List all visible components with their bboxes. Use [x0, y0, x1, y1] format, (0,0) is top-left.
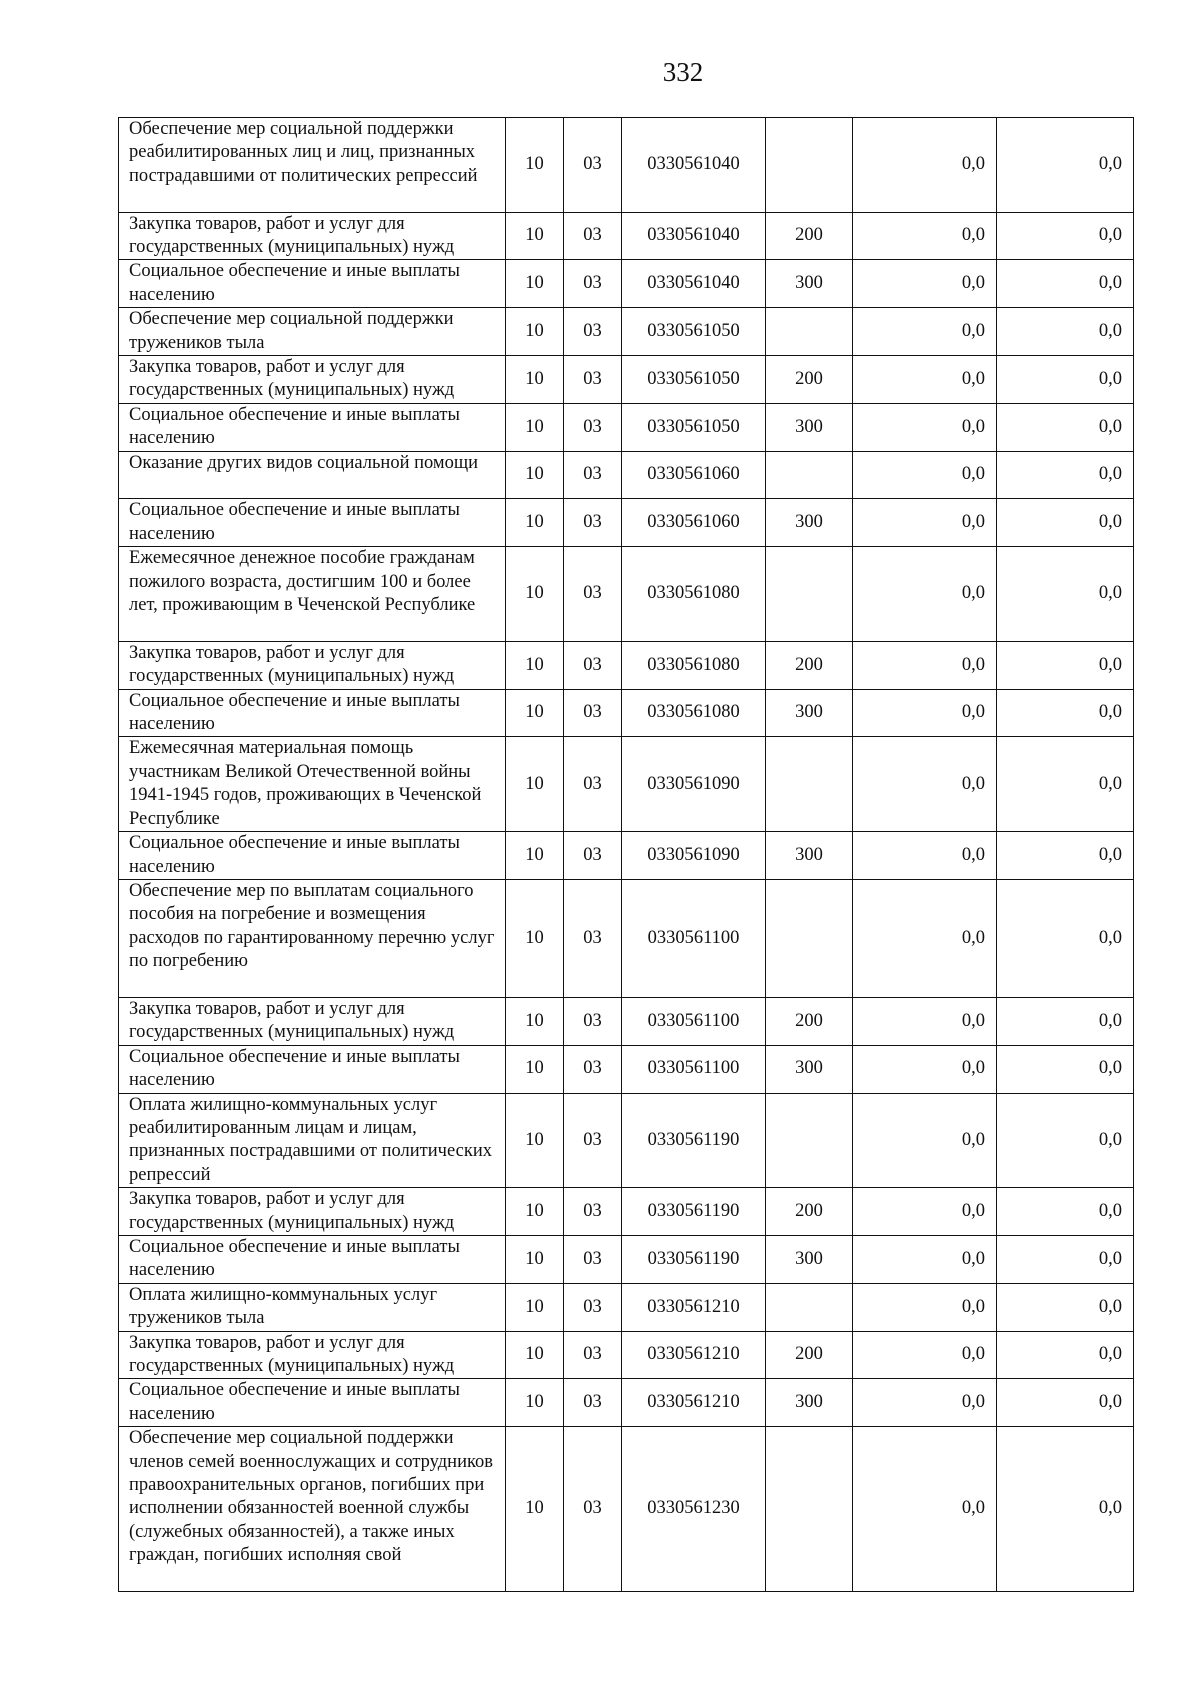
target-article-cell: 0330561040 [622, 212, 766, 260]
section-code-cell: 10 [506, 356, 564, 404]
table-row [119, 308, 1134, 356]
amount-cell: 0,0 [853, 260, 997, 308]
expense-type-cell [766, 1283, 853, 1331]
target-article-cell: 0330561100 [622, 997, 766, 1045]
section-code-cell: 10 [506, 832, 564, 880]
expense-type-cell: 300 [766, 832, 853, 880]
amount-cell: 0,0 [853, 1427, 997, 1592]
expense-type-cell: 200 [766, 1188, 853, 1236]
table-row [119, 737, 1134, 832]
expense-type-cell: 300 [766, 1379, 853, 1427]
section-code-cell: 10 [506, 260, 564, 308]
expense-type-cell: 200 [766, 356, 853, 404]
expense-name-cell: Социальное обеспечение и иные выплаты населению [119, 1045, 506, 1093]
table-row [119, 1427, 1134, 1592]
expense-name-cell: Социальное обеспечение и иные выплаты населению [119, 832, 506, 880]
subsection-code-cell: 03 [564, 260, 622, 308]
table-row [119, 641, 1134, 689]
section-code-cell: 10 [506, 118, 564, 213]
section-code-cell: 10 [506, 1283, 564, 1331]
target-article-cell: 0330561210 [622, 1331, 766, 1379]
expense-name-cell: Закупка товаров, работ и услуг для государственных (муниципальных) нужд [119, 641, 506, 689]
expense-name-cell: Оплата жилищно-коммунальных услуг реабилитированным лицам и лицам, признанных пострадавшими от политических репрессий [119, 1093, 506, 1188]
target-article-cell: 0330561080 [622, 689, 766, 737]
table-row [119, 1331, 1134, 1379]
amount-cell: 0,0 [853, 1379, 997, 1427]
target-article-cell: 0330561060 [622, 451, 766, 499]
amount-cell: 0,0 [853, 1235, 997, 1283]
amount-cell: 0,0 [853, 1283, 997, 1331]
expense-name-cell: Обеспечение мер социальной поддержки тружеников тыла [119, 308, 506, 356]
amount-cell: 0,0 [853, 832, 997, 880]
expense-type-cell: 200 [766, 997, 853, 1045]
expense-name-cell: Закупка товаров, работ и услуг для государственных (муниципальных) нужд [119, 356, 506, 404]
table-row [119, 499, 1134, 547]
section-code-cell: 10 [506, 1093, 564, 1188]
subsection-code-cell: 03 [564, 403, 622, 451]
amount-cell: 0,0 [853, 1093, 997, 1188]
section-code-cell: 10 [506, 737, 564, 832]
amount-cell: 0,0 [997, 1331, 1134, 1379]
section-code-cell: 10 [506, 212, 564, 260]
target-article-cell: 0330561080 [622, 641, 766, 689]
section-code-cell: 10 [506, 879, 564, 997]
expense-type-cell: 300 [766, 689, 853, 737]
amount-cell: 0,0 [997, 1188, 1134, 1236]
expense-type-cell [766, 1093, 853, 1188]
table-body [119, 118, 1134, 1592]
table-row [119, 403, 1134, 451]
expense-name-cell: Социальное обеспечение и иные выплаты населению [119, 689, 506, 737]
subsection-code-cell: 03 [564, 356, 622, 404]
section-code-cell: 10 [506, 1235, 564, 1283]
subsection-code-cell: 03 [564, 451, 622, 499]
section-code-cell: 10 [506, 547, 564, 642]
amount-cell: 0,0 [997, 737, 1134, 832]
subsection-code-cell: 03 [564, 641, 622, 689]
table-row [119, 118, 1134, 213]
table-row [119, 1093, 1134, 1188]
expense-name-cell: Социальное обеспечение и иные выплаты населению [119, 260, 506, 308]
expense-type-cell: 200 [766, 212, 853, 260]
subsection-code-cell: 03 [564, 1188, 622, 1236]
target-article-cell: 0330561090 [622, 737, 766, 832]
subsection-code-cell: 03 [564, 212, 622, 260]
section-code-cell: 10 [506, 997, 564, 1045]
amount-cell: 0,0 [997, 451, 1134, 499]
expense-name-cell: Социальное обеспечение и иные выплаты населению [119, 1235, 506, 1283]
target-article-cell: 0330561100 [622, 1045, 766, 1093]
target-article-cell: 0330561080 [622, 547, 766, 642]
subsection-code-cell: 03 [564, 997, 622, 1045]
table-row [119, 212, 1134, 260]
amount-cell: 0,0 [853, 1331, 997, 1379]
subsection-code-cell: 03 [564, 879, 622, 997]
table-row [119, 1235, 1134, 1283]
amount-cell: 0,0 [997, 641, 1134, 689]
target-article-cell: 0330561230 [622, 1427, 766, 1592]
table-row [119, 356, 1134, 404]
table-row [119, 1045, 1134, 1093]
subsection-code-cell: 03 [564, 308, 622, 356]
subsection-code-cell: 03 [564, 1235, 622, 1283]
amount-cell: 0,0 [853, 118, 997, 213]
amount-cell: 0,0 [853, 641, 997, 689]
amount-cell: 0,0 [853, 451, 997, 499]
table-row [119, 547, 1134, 642]
amount-cell: 0,0 [853, 356, 997, 404]
target-article-cell: 0330561190 [622, 1235, 766, 1283]
amount-cell: 0,0 [853, 879, 997, 997]
page-number: 332 [662, 57, 704, 87]
expense-name-cell: Обеспечение мер социальной поддержки членов семей военнослужащих и сотрудников правоохранительных органов, погибших при исполнении обязанностей военной службы (служебных обязанностей), а также иных граждан, погибших исполняя свой [119, 1427, 506, 1592]
expense-type-cell: 300 [766, 499, 853, 547]
amount-cell: 0,0 [997, 308, 1134, 356]
table-row [119, 451, 1134, 499]
expense-type-cell: 300 [766, 1045, 853, 1093]
expense-type-cell: 200 [766, 641, 853, 689]
amount-cell: 0,0 [853, 737, 997, 832]
expense-name-cell: Закупка товаров, работ и услуг для государственных (муниципальных) нужд [119, 1331, 506, 1379]
expense-name-cell: Социальное обеспечение и иные выплаты населению [119, 499, 506, 547]
expense-name-cell: Закупка товаров, работ и услуг для государственных (муниципальных) нужд [119, 212, 506, 260]
table-row [119, 1379, 1134, 1427]
amount-cell: 0,0 [853, 689, 997, 737]
amount-cell: 0,0 [853, 1045, 997, 1093]
section-code-cell: 10 [506, 1188, 564, 1236]
subsection-code-cell: 03 [564, 832, 622, 880]
expense-name-cell: Оказание других видов социальной помощи [119, 451, 506, 499]
subsection-code-cell: 03 [564, 689, 622, 737]
amount-cell: 0,0 [853, 308, 997, 356]
amount-cell: 0,0 [997, 997, 1134, 1045]
amount-cell: 0,0 [997, 832, 1134, 880]
subsection-code-cell: 03 [564, 1045, 622, 1093]
section-code-cell: 10 [506, 1045, 564, 1093]
target-article-cell: 0330561210 [622, 1283, 766, 1331]
table-row [119, 879, 1134, 997]
expense-type-cell: 300 [766, 260, 853, 308]
expense-type-cell [766, 737, 853, 832]
amount-cell: 0,0 [997, 547, 1134, 642]
amount-cell: 0,0 [997, 1093, 1134, 1188]
expense-type-cell [766, 308, 853, 356]
section-code-cell: 10 [506, 1331, 564, 1379]
budget-table [118, 117, 1134, 1592]
amount-cell: 0,0 [997, 1427, 1134, 1592]
expense-name-cell: Обеспечение мер по выплатам социального пособия на погребение и возмещения расходов по гарантированному перечню услуг по погребению [119, 879, 506, 997]
amount-cell: 0,0 [997, 403, 1134, 451]
expense-name-cell: Ежемесячное денежное пособие гражданам пожилого возраста, достигшим 100 и более лет, проживающим в Чеченской Республике [119, 547, 506, 642]
target-article-cell: 0330561050 [622, 308, 766, 356]
subsection-code-cell: 03 [564, 1331, 622, 1379]
amount-cell: 0,0 [853, 499, 997, 547]
amount-cell: 0,0 [853, 997, 997, 1045]
target-article-cell: 0330561190 [622, 1093, 766, 1188]
subsection-code-cell: 03 [564, 547, 622, 642]
amount-cell: 0,0 [997, 1283, 1134, 1331]
expense-name-cell: Закупка товаров, работ и услуг для государственных (муниципальных) нужд [119, 1188, 506, 1236]
amount-cell: 0,0 [997, 356, 1134, 404]
target-article-cell: 0330561040 [622, 260, 766, 308]
amount-cell: 0,0 [997, 1379, 1134, 1427]
section-code-cell: 10 [506, 689, 564, 737]
section-code-cell: 10 [506, 1379, 564, 1427]
subsection-code-cell: 03 [564, 1283, 622, 1331]
amount-cell: 0,0 [853, 547, 997, 642]
amount-cell: 0,0 [997, 260, 1134, 308]
target-article-cell: 0330561090 [622, 832, 766, 880]
target-article-cell: 0330561100 [622, 879, 766, 997]
section-code-cell: 10 [506, 499, 564, 547]
expense-type-cell: 200 [766, 1331, 853, 1379]
target-article-cell: 0330561040 [622, 118, 766, 213]
target-article-cell: 0330561210 [622, 1379, 766, 1427]
expense-name-cell: Оплата жилищно-коммунальных услуг тружеников тыла [119, 1283, 506, 1331]
table-row [119, 1283, 1134, 1331]
target-article-cell: 0330561190 [622, 1188, 766, 1236]
section-code-cell: 10 [506, 403, 564, 451]
expense-name-cell: Закупка товаров, работ и услуг для государственных (муниципальных) нужд [119, 997, 506, 1045]
amount-cell: 0,0 [997, 212, 1134, 260]
table-row [119, 997, 1134, 1045]
subsection-code-cell: 03 [564, 1379, 622, 1427]
expense-type-cell [766, 118, 853, 213]
amount-cell: 0,0 [997, 499, 1134, 547]
section-code-cell: 10 [506, 308, 564, 356]
amount-cell: 0,0 [997, 118, 1134, 213]
section-code-cell: 10 [506, 451, 564, 499]
expense-name-cell: Социальное обеспечение и иные выплаты населению [119, 1379, 506, 1427]
table-row [119, 1188, 1134, 1236]
subsection-code-cell: 03 [564, 1427, 622, 1592]
subsection-code-cell: 03 [564, 118, 622, 213]
target-article-cell: 0330561060 [622, 499, 766, 547]
expense-name-cell: Ежемесячная материальная помощь участникам Великой Отечественной войны 1941-1945 годов, проживающих в Чеченской Республике [119, 737, 506, 832]
amount-cell: 0,0 [997, 879, 1134, 997]
amount-cell: 0,0 [997, 689, 1134, 737]
table-row [119, 689, 1134, 737]
amount-cell: 0,0 [997, 1045, 1134, 1093]
table-row [119, 832, 1134, 880]
amount-cell: 0,0 [853, 1188, 997, 1236]
subsection-code-cell: 03 [564, 737, 622, 832]
target-article-cell: 0330561050 [622, 403, 766, 451]
expense-type-cell [766, 547, 853, 642]
expense-type-cell: 300 [766, 1235, 853, 1283]
amount-cell: 0,0 [997, 1235, 1134, 1283]
table-row [119, 260, 1134, 308]
subsection-code-cell: 03 [564, 499, 622, 547]
expense-type-cell [766, 879, 853, 997]
target-article-cell: 0330561050 [622, 356, 766, 404]
section-code-cell: 10 [506, 1427, 564, 1592]
amount-cell: 0,0 [853, 212, 997, 260]
amount-cell: 0,0 [853, 403, 997, 451]
expense-type-cell [766, 451, 853, 499]
expense-name-cell: Обеспечение мер социальной поддержки реабилитированных лиц и лиц, признанных пострадавшими от политических репрессий [119, 118, 506, 213]
expense-type-cell: 300 [766, 403, 853, 451]
subsection-code-cell: 03 [564, 1093, 622, 1188]
expense-name-cell: Социальное обеспечение и иные выплаты населению [119, 403, 506, 451]
section-code-cell: 10 [506, 641, 564, 689]
expense-type-cell [766, 1427, 853, 1592]
